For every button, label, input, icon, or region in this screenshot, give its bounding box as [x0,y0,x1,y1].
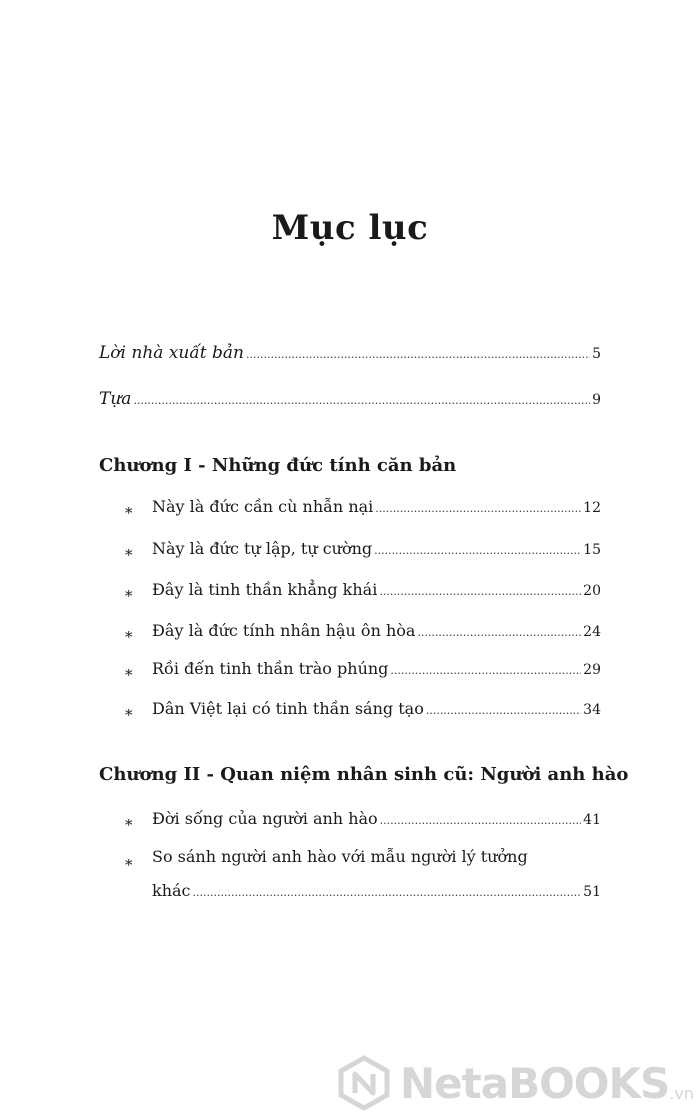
dot-leader [193,886,582,899]
netabooks-logo-icon [336,1055,392,1111]
watermark-text: NetaBOOKS [400,1058,670,1108]
toc-entry[interactable] [152,809,601,828]
dot-leader [417,626,581,639]
toc-entry-publisher-note[interactable] [99,343,601,363]
toc-entry-page: 34 [583,702,601,718]
toc-entry-label: Đây là đức tính nhân hậu ôn hòa [152,621,416,640]
toc-entry-page: 29 [583,662,601,678]
toc-entry-preface[interactable] [99,389,601,409]
bullet-icon: * [125,816,133,834]
toc-entry-label: Đây là tinh thần khẳng khái [152,580,378,599]
toc-entry-page: 15 [583,542,601,558]
toc-entry-page: 20 [583,583,601,599]
dot-leader [133,394,590,407]
toc-entry[interactable] [152,580,601,599]
toc-entry-page: 51 [583,884,601,900]
dot-leader [375,502,581,515]
toc-entry[interactable] [152,881,601,900]
watermark-suffix: .vn [669,1084,694,1103]
toc-entry[interactable] [152,659,601,678]
page-title: Mục lục [271,208,429,248]
toc-entry-label: Này là đức tự lập, tự cường [152,539,373,558]
toc-entry-label: Lời nhà xuất bản [99,343,244,363]
toc-entry-label: Này là đức cần cù nhẫn nại [152,497,374,516]
watermark [336,1055,694,1111]
toc-entry[interactable] [152,539,601,558]
bullet-icon: * [125,856,133,874]
toc-entry-label-line2: khác [152,881,191,900]
chapter-heading[interactable]: Chương II - Quan niệm nhân sinh cũ: Người anh hào [99,764,629,785]
toc-entry-page: 12 [583,500,601,516]
toc-entry-label: Tựa [99,389,132,409]
bullet-icon: * [125,546,133,564]
bullet-icon: * [125,706,133,724]
toc-entry-page: 24 [583,624,601,640]
toc-entry[interactable] [152,621,601,640]
toc-entry-page: 9 [592,392,601,408]
toc-entry-label: Rồi đến tinh thần trào phúng [152,659,389,678]
toc-entry[interactable] [152,699,601,718]
bullet-icon: * [125,666,133,684]
dot-leader [374,544,581,557]
toc-entry-label-line1[interactable]: So sánh người anh hào với mẫu người lý tưởng [152,847,528,866]
dot-leader [426,704,581,717]
toc-entry[interactable] [152,497,601,516]
toc-entry-label: Dân Việt lại có tinh thần sáng tạo [152,699,424,718]
dot-leader [380,814,582,827]
dot-leader [390,664,581,677]
dot-leader [246,348,590,361]
bullet-icon: * [125,628,133,646]
toc-entry-label: Đời sống của người anh hào [152,809,378,828]
bullet-icon: * [125,587,133,605]
toc-entry-page: 41 [583,812,601,828]
bullet-icon: * [125,504,133,522]
toc-entry-page: 5 [592,346,601,362]
dot-leader [379,585,581,598]
chapter-heading[interactable]: Chương I - Những đức tính căn bản [99,455,457,476]
